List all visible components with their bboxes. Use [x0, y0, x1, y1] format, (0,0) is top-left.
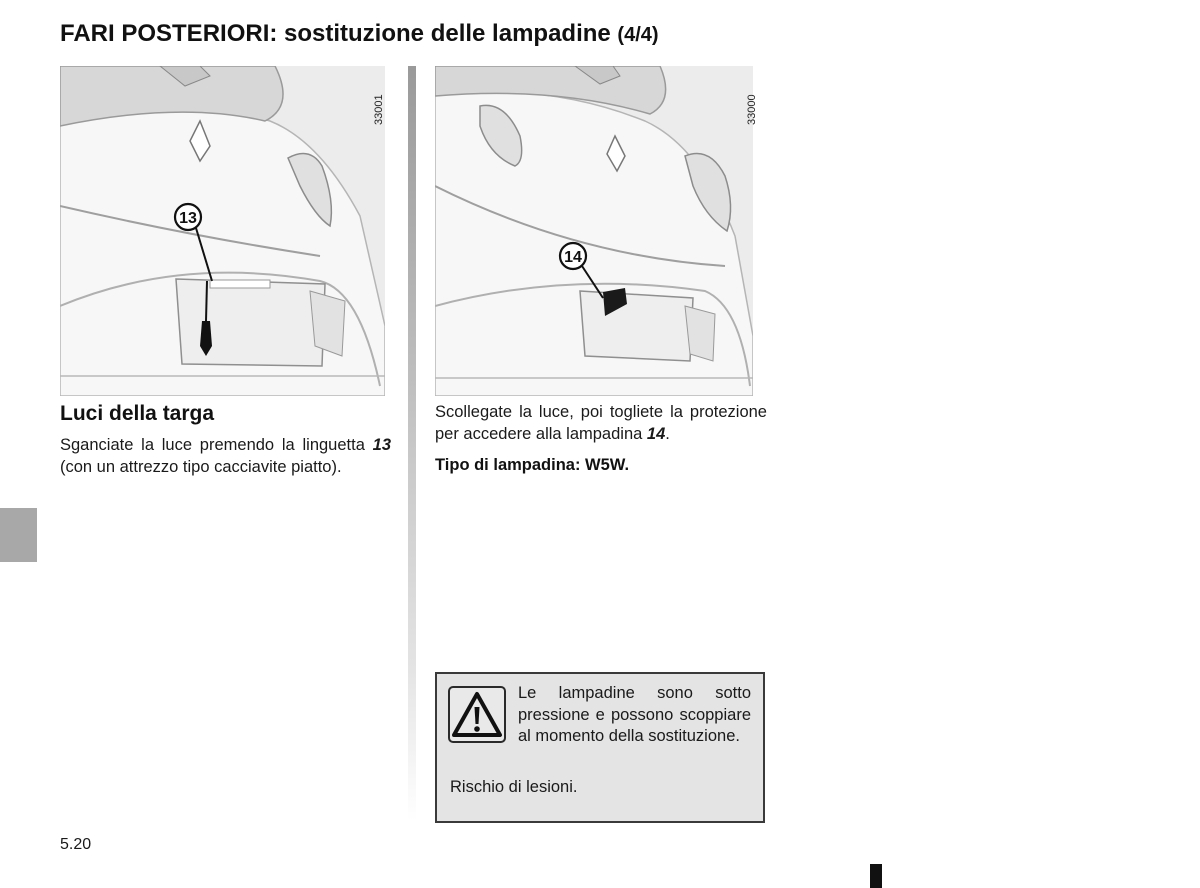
figure-license-plate-lamp-access: [435, 66, 753, 396]
page-title: [60, 20, 659, 48]
section-heading: Luci della targa: [60, 402, 215, 425]
instruction-paragraph: [435, 402, 767, 445]
column-divider: [408, 66, 416, 821]
page-title-text: FARI POSTERIORI: sostituzione delle lampadine: [60, 20, 611, 47]
reference-number: 13: [372, 436, 391, 454]
warning-triangle-icon: [448, 686, 506, 743]
instruction-text: (con un attrezzo tipo cacciavite piatto).: [60, 457, 342, 476]
warning-text: Le lampadine sono sotto pressione e possono scoppiare al momento della sostituzione.: [518, 684, 751, 745]
warning-note: Rischio di lesioni.: [450, 778, 578, 796]
instruction-paragraph: [60, 435, 391, 478]
car-rear-illustration: [435, 66, 753, 396]
instruction-text: Sganciate la luce premendo la linguetta: [60, 436, 373, 454]
callout-14: 14: [564, 249, 582, 266]
reference-number: 14: [646, 424, 666, 443]
figure-code-right: 33000: [746, 94, 758, 125]
instruction-text: Scollegate la luce, poi togliete la protezione per accedere alla lampadina: [435, 403, 767, 443]
warning-box: [435, 672, 765, 823]
page-title-suffix: (4/4): [617, 24, 659, 46]
callout-13: 13: [179, 210, 197, 227]
instruction-text: .: [665, 424, 670, 443]
chapter-tab: [0, 508, 37, 562]
figure-code-left: 33001: [373, 94, 385, 125]
bulb-type-spec: Tipo di lampadina: W5W.: [435, 456, 630, 474]
figure-license-plate-light-removal: [60, 66, 385, 396]
page-number: 5.20: [60, 836, 92, 853]
car-rear-illustration: [60, 66, 385, 396]
edge-mark: [870, 864, 882, 888]
